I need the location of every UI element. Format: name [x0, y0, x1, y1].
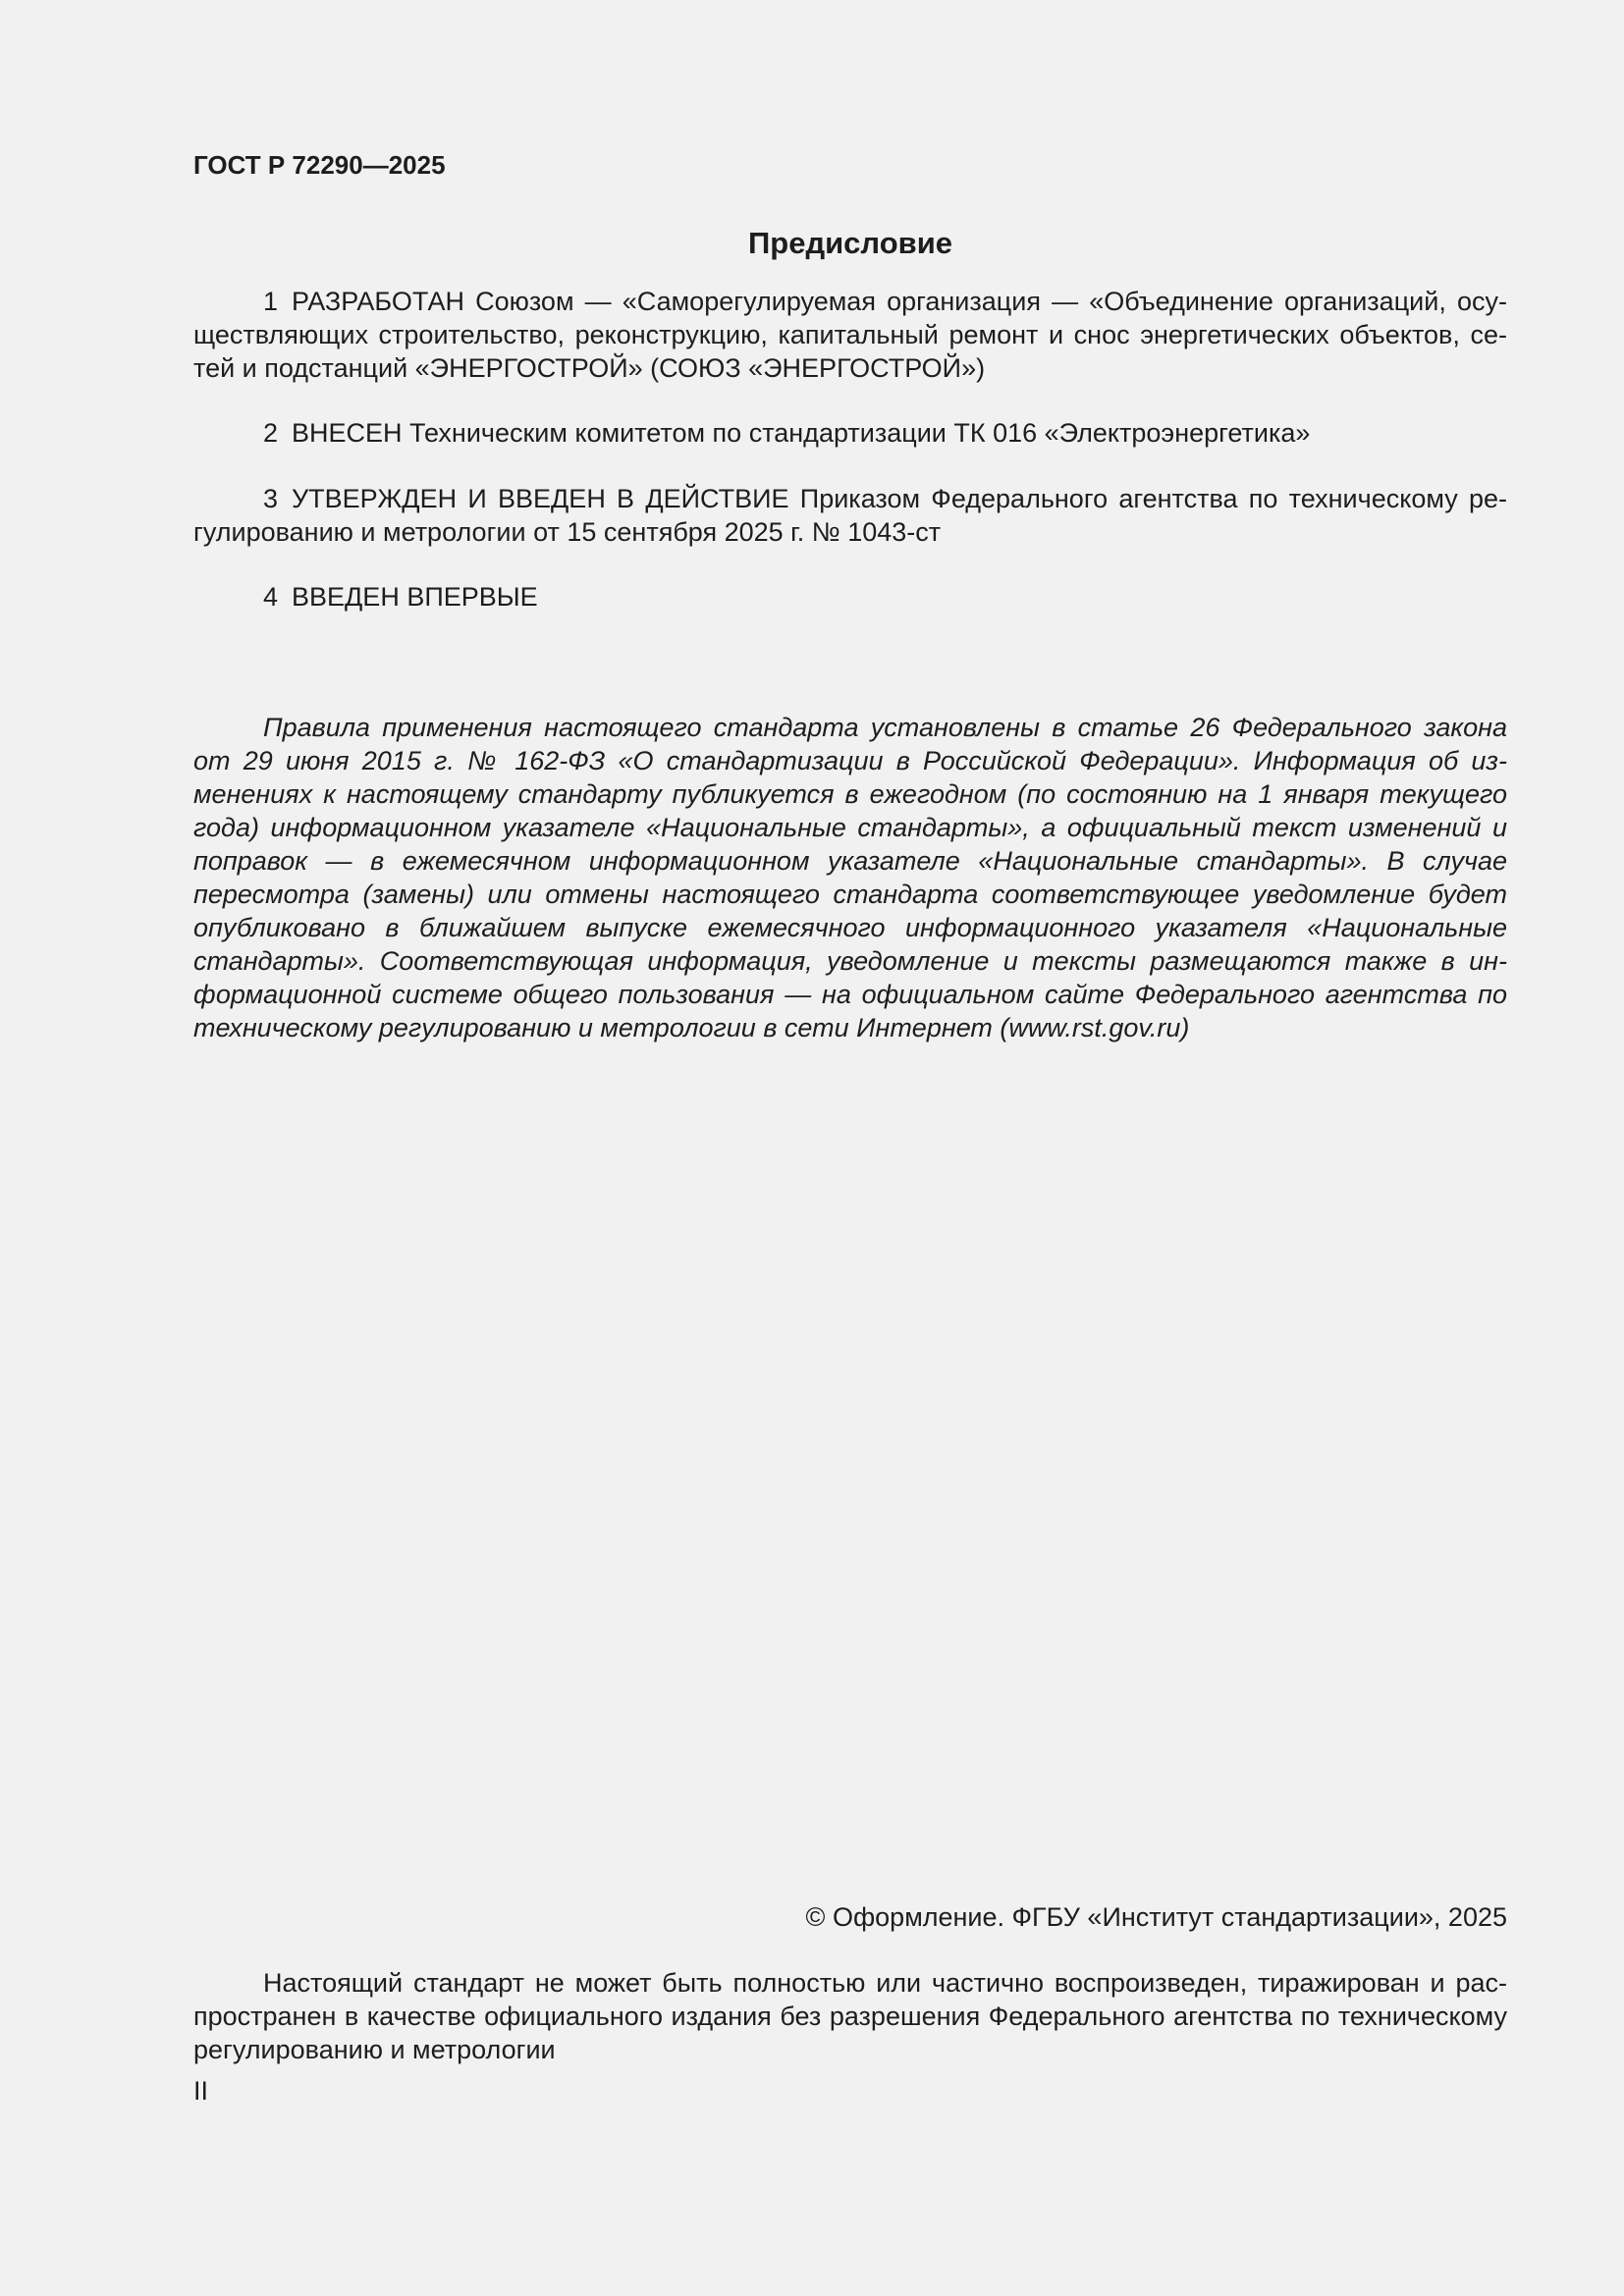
application-rules-paragraph: Правила применения настоящего стандарта установлены в статье 26 Федерального закона от 29 июня 2015 г. № 162-ФЗ «О стандартизации в Российской Федерации». Информация об изменениях к настоящему стандарту публикуется в ежегодном (по состоянию на 1 января текущего года) информационном указателе «Национальные стандарты», а официальный текст изменений и поправок — в ежемесячном информационном указателе «Национальные стандарты». В случае пересмотра (замены) или отмены настоящего стандарта соответствующее уведомление будет опубликовано в ближайшем выпуске ежемесячного информационного указателя «Национальные стандарты». Соответствующая информация, уведомление и тексты размещаются также в информационной системе общего пользования — на официальном сайте Федерального агентства по техническому регулированию и метрологии в сети Интернет (www.rst.gov.ru): [193, 713, 1507, 1042]
document-code: ГОСТ Р 72290—2025: [193, 150, 446, 180]
foreword-item-introduced: [193, 580, 1507, 614]
item-number: 3: [263, 484, 279, 513]
page-title: Предисловие: [747, 226, 952, 260]
item-number: 1: [263, 287, 279, 316]
reproduction-notice: Настоящий стандарт не может быть полностью или частично воспроизведен, тиражирован и распространен в качестве официального издания без разрешения Федерального агентства по техническому регулированию и метрологии: [193, 1968, 1507, 2064]
item-text: УТВЕРЖДЕН И ВВЕДЕН В ДЕЙСТВИЕ Приказом Федерального агентства по техническому регулированию и метрологии от 15 сентября 2025 г. № 1043-ст: [193, 484, 1507, 547]
item-text: ВВЕДЕН ВПЕРВЫЕ: [292, 582, 538, 612]
item-text: РАЗРАБОТАН Союзом — «Саморегулируемая организация — «Объединение организаций, осуществляющих строительство, реконструкцию, капитальный ремонт и снос энергетических объектов, сетей и подстанций «ЭНЕРГОСТРОЙ» (СОЮЗ «ЭНЕРГОСТРОЙ»): [193, 287, 1507, 383]
foreword-item-submitted: [193, 416, 1507, 450]
foreword-item-approved: [193, 482, 1507, 549]
copyright-line: © Оформление. ФГБУ «Институт стандартизации», 2025: [805, 1902, 1507, 1932]
page-number: II: [193, 2076, 209, 2106]
item-number: 4: [263, 582, 279, 612]
item-number: 2: [263, 418, 279, 448]
foreword-item-developed: [193, 285, 1507, 385]
item-text: ВНЕСЕН Техническим комитетом по стандартизации ТК 016 «Электроэнергетика»: [292, 418, 1311, 448]
